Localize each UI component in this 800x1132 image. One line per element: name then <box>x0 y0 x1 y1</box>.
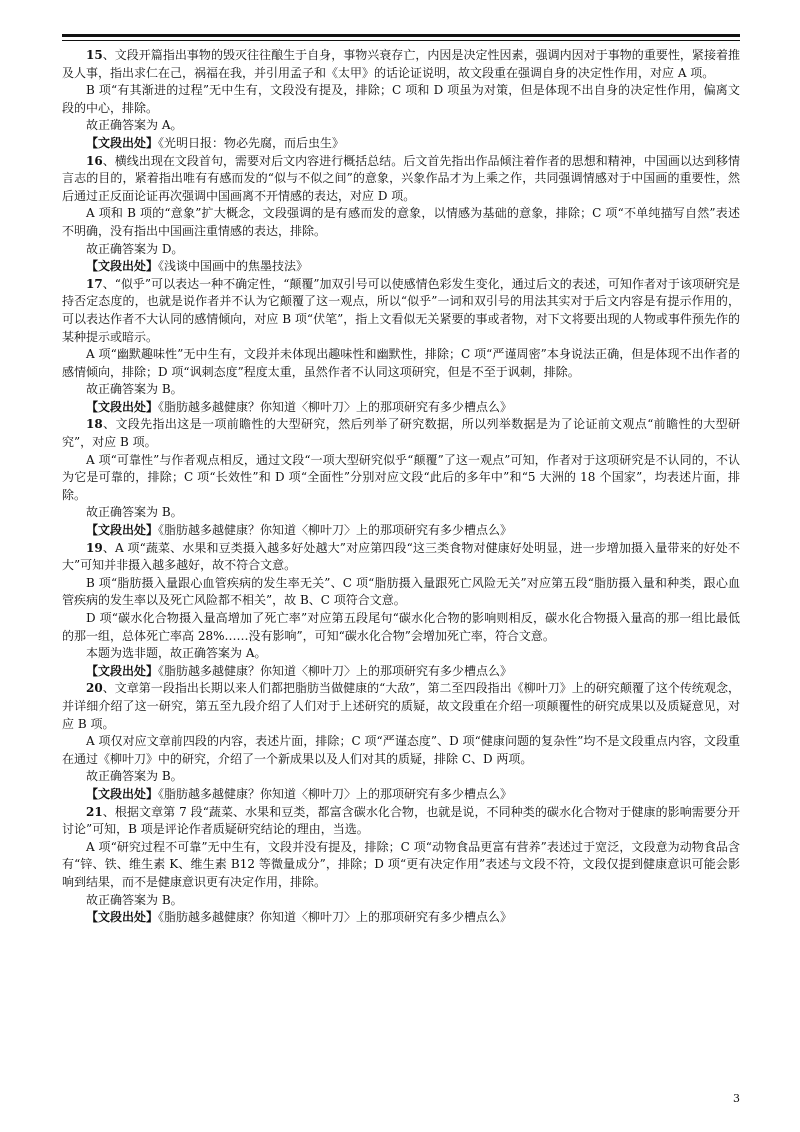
item-17-para-1: 17、“似乎”可以表达一种不确定性，“颠覆”加双引号可以使感情色彩发生变化，通过后文的表述，可知作者对于该项研究是持否定态度的，也就是说作者并不认为它颠覆了这一观点，所以“似乎”一词和双引号的用法其实对于后文内容是有提示作用的，可以表达作者不大认同的感情倾向，对应 B 项“伏笔”，指上文看似无关紧要的事或者物，对下文将要出现的人物或事件预先作的某种提示或暗示。 <box>62 276 740 344</box>
item-21-answer: 故正确答案为 B。 <box>86 892 183 907</box>
item-19-para-1: 19、A 项“蔬菜、水果和豆类摄入越多好处越大”对应第四段“这三类食物对健康好处明显，进一步增加摄入量带来的好处不大”可知并非摄入越多越好，故不符合文意。 <box>62 540 740 573</box>
item-number: 21 <box>86 804 103 819</box>
item-15-para-2: B 项“有其渐进的过程”无中生有，文段没有提及，排除；C 项和 D 项虽为对策，但是体现不出自身的决定性作用，偏离文段的中心，排除。 <box>62 83 740 115</box>
header-rule-thick <box>62 34 740 37</box>
item-20-source <box>62 786 740 804</box>
header-rule-thin <box>62 40 740 41</box>
page-number: 3 <box>733 1092 740 1105</box>
item-number: 20 <box>86 681 103 696</box>
item-18-source <box>62 522 740 540</box>
item-15-para-1: 15、文段开篇指出事物的毁灭往往酿生于自身，事物兴衰存亡，内因是决定性因素，强调内因对于事物的重要性，紧接着推及人事，指出求仁在己，祸福在我，并引用孟子和《太甲》的话论证说明，故文段重在强调自身的决定性作用，对应 A 项。 <box>62 48 740 80</box>
item-15-answer: 故正确答案为 A。 <box>86 118 183 133</box>
source-title: 《脂肪越多越健康？你知道〈柳叶刀〉上的那项研究有多少槽点么》 <box>158 523 513 538</box>
source-title: 《脂肪越多越健康？你知道〈柳叶刀〉上的那项研究有多少槽点么》 <box>158 663 513 678</box>
source-title: 《脂肪越多越健康？你知道〈柳叶刀〉上的那项研究有多少槽点么》 <box>158 786 513 801</box>
item-number: 18 <box>86 417 103 432</box>
item-17-source <box>62 399 740 417</box>
item-16-para-2: A 项和 B 项的“意象”扩大概念，文段强调的是有感而发的意象，以情感为基础的意象，排除；C 项“不单纯描写自然”表述不明确，没有指出中国画注重情感的表达，排除。 <box>62 206 740 238</box>
source-label: 【文段出处】 <box>86 910 159 925</box>
source-label: 【文段出处】 <box>86 786 159 801</box>
item-number: 15 <box>86 48 103 62</box>
item-17-para-2: A 项“幽默趣味性”无中生有，文段并未体现出趣味性和幽默性，排除；C 项“严谨周密”本身说法正确，但是体现不出作者的感情倾向，排除；D 项“讽刺态度”程度太重，虽然作者不认同这项研究，但是不至于讽刺，排除。 <box>62 347 740 379</box>
item-20-answer: 故正确答案为 B。 <box>86 769 183 784</box>
source-title: 《脂肪越多越健康？你知道〈柳叶刀〉上的那项研究有多少槽点么》 <box>158 399 513 414</box>
item-19-answer: 本题为选非题，故正确答案为 A。 <box>86 646 267 661</box>
item-21-para-2: A 项“研究过程不可靠”无中生有，文段并没有提及，排除；C 项“动物食品更富有营养”表述过于宽泛，文段意为动物食品含有“锌、铁、维生素 K、维生素 B12 等微量成分”，排除；D 项“更有决定作用”表述与文段不符，文段仅提到健康意识可能会影响到结果，而不是健康意识更有决定作用，排除。 <box>62 839 740 889</box>
item-20-para-2: A 项仅对应文章前四段的内容，表述片面，排除；C 项“严谨态度”、D 项“健康问题的复杂性”均不是文段重点内容，文段重在通过《柳叶刀》中的研究，介绍了一个新成果以及人们对其的质疑，排除 C、D 两项。 <box>62 734 740 766</box>
item-17-answer: 故正确答案为 B。 <box>86 382 183 397</box>
item-21-source <box>62 909 740 927</box>
item-18-para-1: 18、文段先指出这是一项前瞻性的大型研究，然后列举了研究数据，所以列举数据是为了论证前文观点“前瞻性的大型研究”，对应 B 项。 <box>62 417 740 450</box>
item-number: 19 <box>86 540 103 555</box>
source-label: 【文段出处】 <box>86 523 159 538</box>
item-16-source <box>62 258 740 276</box>
item-number: 16 <box>86 153 103 168</box>
item-15-source <box>62 135 740 153</box>
item-19-source <box>62 663 740 681</box>
item-18-answer: 故正确答案为 B。 <box>86 505 183 520</box>
source-label: 【文段出处】 <box>86 259 159 274</box>
item-21-para-1: 21、根据文章第 7 段“蔬菜、水果和豆类，都富含碳水化合物，也就是说，不同种类的碳水化合物对于健康的影响需要分开讨论”可知，B 项是评论作者质疑研究结论的理由，当选。 <box>62 804 740 837</box>
item-16-para-1: 16、横线出现在文段首句，需要对后文内容进行概括总结。后文首先指出作品倾注着作者的思想和精神，中国画以达到移情言志的目的，紧着指出唯有有感而发的“似与不似之间”的意象，兴象作品才为上乘之作，共同强调情感对于中国画的重要性，然后通过正反面论证再次强调中国画离不开情感的表达，对应 D 项。 <box>62 153 740 203</box>
source-label: 【文段出处】 <box>86 399 159 414</box>
source-label: 【文段出处】 <box>86 663 159 678</box>
source-title: 《浅谈中国画中的焦墨技法》 <box>158 259 309 274</box>
item-19-para-2: B 项“脂肪摄入量跟心血管疾病的发生率无关”、C 项“脂肪摄入量跟死亡风险无关”对应第五段“脂肪摄入量和种类，跟心血管疾病的发生率以及死亡风险都不相关”，故 B、C 项符合文意。 <box>62 575 740 608</box>
source-title: 《脂肪越多越健康？你知道〈柳叶刀〉上的那项研究有多少槽点么》 <box>158 910 513 925</box>
item-16-answer: 故正确答案为 D。 <box>86 241 184 256</box>
item-18-para-2: A 项“可靠性”与作者观点相反，通过文段“一项大型研究似乎“颠覆”了这一观点”可知，作者对于这项研究是不认同的，不认为它是可靠的，排除；C 项“长效性”和 D 项“全面性”分别对应文段“此后的多年中”和“5 大洲的 18 个国家”，均表述片面，排除。 <box>62 452 740 502</box>
answer-explanations <box>62 47 740 927</box>
source-label: 【文段出处】 <box>86 135 159 150</box>
source-title: 《光明日报：物必先腐，而后虫生》 <box>158 135 345 150</box>
item-20-para-1: 20、文章第一段指出长期以来人们都把脂肪当做健康的“大敌”，第二至四段指出《柳叶刀》上的研究颠覆了这个传统观念，并详细介绍了这一研究，第五至九段介绍了人们对于上述研究的质疑，故文段重在介绍一项颠覆性的研究成果以及质疑意见，对应 B 项。 <box>62 681 740 731</box>
item-19-para-3: D 项“碳水化合物摄入量高增加了死亡率”对应第五段尾句“碳水化合物的影响则相反，碳水化合物摄入量高的那一组比最低的那一组，总体死亡率高 28%……没有影响”，可知“碳水化合物”会增加死亡率，符合文意。 <box>62 611 740 643</box>
item-number: 17 <box>86 276 103 291</box>
